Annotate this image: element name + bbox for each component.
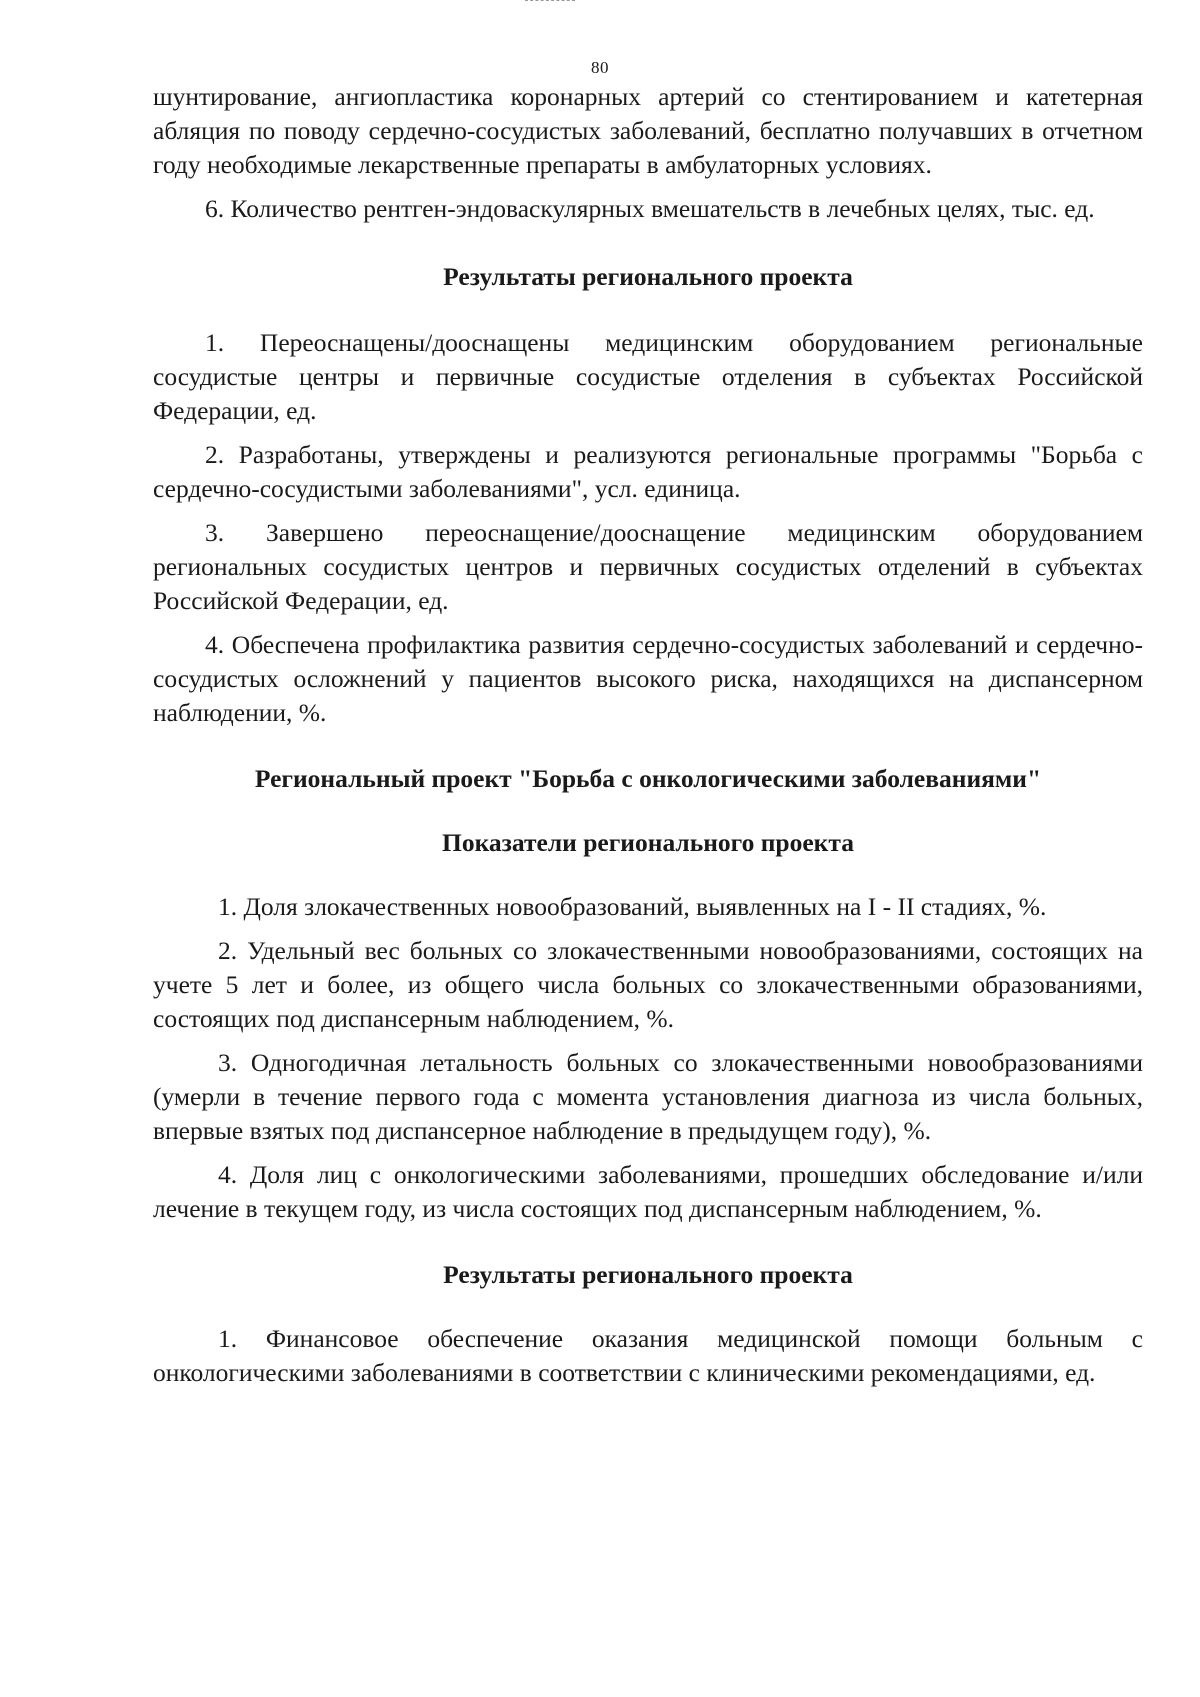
section-heading-results: Результаты регионального проекта [443,262,853,291]
project-heading: Региональный проект "Борьба с онкологическими заболеваниями" [254,764,1042,793]
results-item-2: 2. Разработаны, утверждены и реализуются региональные программы "Борьба с сердечно-сосудистыми заболеваниями", усл. единица. [153,440,1143,503]
results-item-4: 4. Обеспечена профилактика развития сердечно-сосудистых заболеваний и сердечно-сосудистых осложнений у пациентов высокого риска, находящихся на диспансерном наблюдении, %. [153,630,1143,727]
results-item-1: 1. Переоснащены/дооснащены медицинским оборудованием региональные сосудистые центры и первичные сосудистые отделения в субъектах Российской Федерации, ед. [153,328,1143,425]
section-heading-indicators: Показатели регионального проекта [442,828,854,857]
results-item-3: 3. Завершено переоснащение/дооснащение медицинским оборудованием региональных сосудистых центров и первичных сосудистых отделений в субъектах Российской Федерации, ед. [153,518,1143,615]
section-heading-results-2: Результаты регионального проекта [443,1260,853,1289]
indicator-item-2: 2. Удельный вес больных со злокачественными новообразованиями, состоящих на учете 5 лет и более, из общего числа больных со злокачественными образованиями, состоящих под диспансерным наблюдением, %. [153,936,1143,1033]
page-number: 80 [591,58,609,77]
results-2-item-1: 1. Финансовое обеспечение оказания медицинской помощи больным с онкологическими заболеваниями в соответствии с клиническими рекомендациями, ед. [153,1324,1143,1387]
paragraph-continued: шунтирование, ангиопластика коронарных артерий со стентированием и катетерная абляция по поводу сердечно-сосудистых заболеваний, бесплатно получавших в отчетном году необходимые лекарственные препараты в амбулаторных условиях. [153,82,1143,179]
indicator-item-4: 4. Доля лиц с онкологическими заболеваниями, прошедших обследование и/или лечение в текущем году, из числа состоящих под диспансерным наблюдением, %. [153,1160,1143,1223]
scan-mark [525,0,575,3]
page-content [153,80,1143,1390]
indicator-item-1: 1. Доля злокачественных новообразований, выявленных на I - II стадиях, %. [218,892,1047,921]
indicator-item-3: 3. Одногодичная летальность больных со злокачественными новообразованиями (умерли в течение первого года с момента установления диагноза из числа больных, впервые взятых под диспансерное наблюдение в предыдущем году), %. [153,1048,1143,1145]
paragraph-item-6: 6. Количество рентген-эндоваскулярных вмешательств в лечебных целях, тыс. ед. [205,194,1095,223]
